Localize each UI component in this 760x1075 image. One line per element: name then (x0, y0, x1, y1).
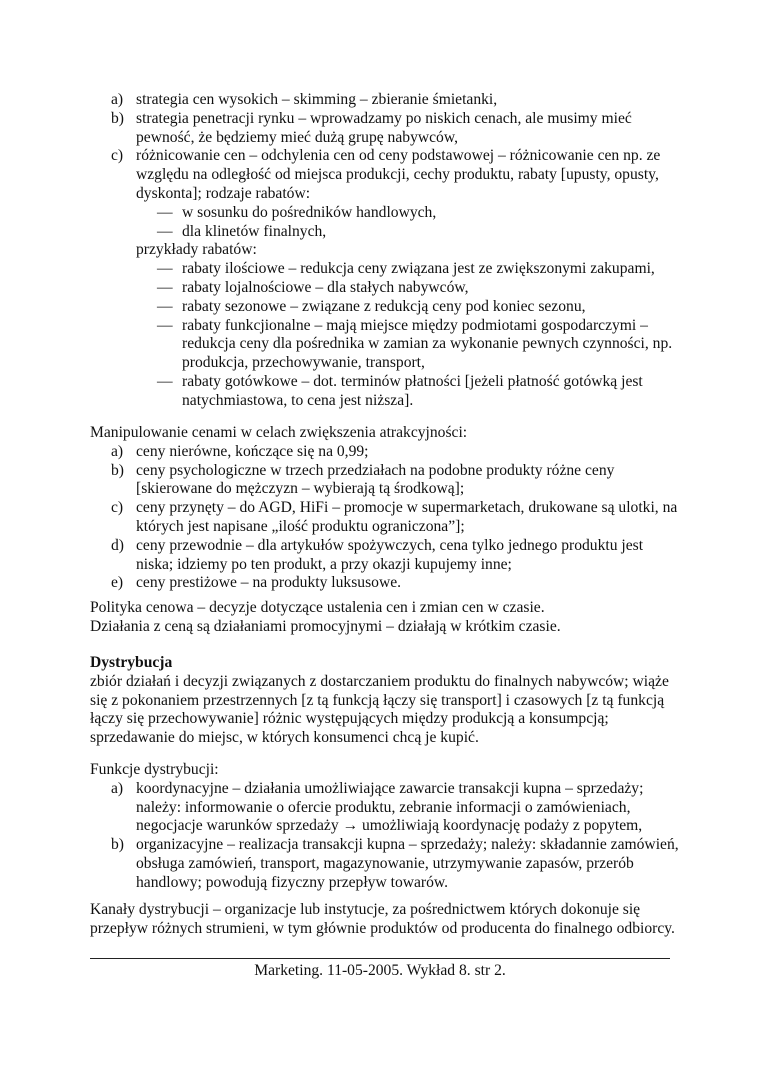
list-marker: b) (111, 109, 124, 127)
dash-marker: — (157, 372, 173, 390)
paragraph: Kanały dystrybucji – organizacje lub instytucje, za pośrednictwem których dokonuje się przepływ różnych strumieni, w tym głównie produktów od producenta do finalnego odbiorcy. (90, 901, 675, 937)
list-text: organizacyjne – realizacja transakcji kupna – sprzedaży; należy: składannie zamówień, obsługa zamówień, transport, magazynowanie, utrzymywanie zapasów, przerób handlowy; powodują fizyczny przepływ towarów. (136, 836, 679, 891)
footer-divider (90, 958, 670, 959)
dash-marker: — (157, 260, 173, 278)
list-text: ceny przewodnie – dla artykułów spożywczych, cena tylko jednego produktu jest niska; idziemy po ten produkt, a przy okazji kupujemy inne; (136, 536, 644, 573)
list-text: rabaty lojalnościowe – dla stałych nabywców, (182, 278, 469, 296)
section-heading: Dystrybucja (90, 654, 173, 671)
paragraph: Polityka cenowa – decyzje dotyczące ustalenia cen i zmian cen w czasie. (90, 599, 545, 616)
list-text: różnicowanie cen – odchylenia cen od ceny podstawowej – różnicowanie cen np. ze względu na odległość od miejsca produkcji, cechy produktu, rabaty [upusty, opusty, dyskonta]; rodzaje rabatów: (136, 147, 661, 202)
list-text: ceny nierówne, kończące się na 0,99; (136, 442, 369, 460)
distribution-channels (90, 901, 680, 939)
section-heading: Manipulowanie cenami w celach zwiększenia atrakcyjności: (90, 424, 468, 441)
list-item (90, 462, 680, 500)
list-item (90, 836, 680, 892)
list-text: ceny przynęty – do AGD, HiFi – promocje w supermarketach, drukowane są ulotki, na których jest napisane „ilość produktu ograniczona”]; (136, 499, 678, 535)
dash-item (90, 317, 680, 373)
examples-label: przykłady rabatów: (136, 241, 257, 259)
list-item (90, 110, 680, 148)
list-marker: b) (111, 461, 124, 479)
dash-item (90, 298, 680, 317)
list-text: ceny prestiżowe – na produkty luksusowe. (136, 574, 402, 592)
paragraph: Działania z ceną są działaniami promocyjnymi – działają w krótkim czasie. (90, 617, 561, 635)
dash-marker: — (157, 316, 173, 334)
list-item (90, 499, 680, 537)
pricing-policy (90, 599, 680, 637)
section-heading: Funkcje dystrybucji: (90, 761, 219, 778)
list-text: rabaty ilościowe – redukcja ceny związana jest ze zwiększonymi zakupami, (182, 260, 655, 278)
dash-marker: — (157, 203, 173, 221)
list-marker: c) (111, 499, 124, 517)
price-manipulation (90, 424, 680, 593)
dash-marker: — (157, 297, 173, 315)
list-marker: a) (111, 91, 124, 108)
list-text: rabaty funkcjionalne – mają miejsce między podmiotami gospodarczymi – redukcja ceny dla pośrednika w zamian za wykonanie pewnych czynności, np. produkcja, przechowywanie, transport, (182, 316, 673, 372)
distribution-section (90, 654, 680, 748)
dash-marker: — (157, 222, 173, 240)
list-marker: d) (111, 536, 124, 554)
list-text: strategia penetracji rynku – wprowadzamy po niskich cenach, ale musimy mieć pewność, że będziemy mieć dużą grupę nabywców, (136, 109, 632, 146)
list-item (90, 537, 680, 575)
list-text: rabaty gotówkowe – dot. terminów płatności [jeżeli płatność gotówką jest natychmiastowa, to cena jest niższa]. (182, 372, 643, 409)
list-marker: e) (111, 574, 124, 592)
page-footer: Marketing. 11-05-2005. Wykład 8. str 2. (254, 962, 506, 979)
list-marker: a) (111, 779, 124, 797)
list-text: koordynacyjne – działania umożliwiające zawarcie transakcji kupna – sprzedaży; należy: informowanie o ofercie produktu, zebranie informacji o zamówieniach, negocjacje warunków sprzedaży → umożliwiają koordynację podaży z popytem, (136, 779, 644, 835)
list-marker: c) (111, 147, 124, 165)
list-marker: a) (111, 442, 124, 460)
list-item (90, 91, 680, 110)
dash-item (90, 373, 680, 411)
dash-item (90, 204, 680, 223)
pricing-strategies (90, 91, 680, 411)
dash-marker: — (157, 278, 173, 296)
list-item (90, 147, 680, 203)
distribution-functions (90, 761, 680, 893)
list-text: w sosunku do pośredników handlowych, (182, 203, 437, 221)
list-text: dla klinetów finalnych, (182, 222, 327, 240)
dash-item (90, 223, 680, 242)
paragraph: zbiór działań i decyzji związanych z dostarczaniem produktu do finalnych nabywców; wiąże się z pokonaniem przestrzennych [z tą funkcją łączy się transport] i czasowych [z tą funkcją łączy się przechowywanie] różnic występujących między produkcją a konsumpcją; sprzedawanie do miejsc, w których konsumenci chcą je kupić. (90, 672, 669, 747)
list-text: rabaty sezonowe – związane z redukcją ceny pod koniec sezonu, (182, 297, 586, 315)
list-text: strategia cen wysokich – skimming – zbieranie śmietanki, (136, 91, 498, 108)
dash-item (90, 279, 680, 298)
list-item (90, 574, 680, 593)
list-text: ceny psychologiczne w trzech przedziałach na podobne produkty różne ceny [skierowane do mężczyzn – wybierają tą środkową]; (136, 461, 615, 498)
list-item (90, 443, 680, 462)
dash-item (90, 260, 680, 279)
list-marker: b) (111, 836, 124, 854)
list-item (90, 780, 680, 836)
